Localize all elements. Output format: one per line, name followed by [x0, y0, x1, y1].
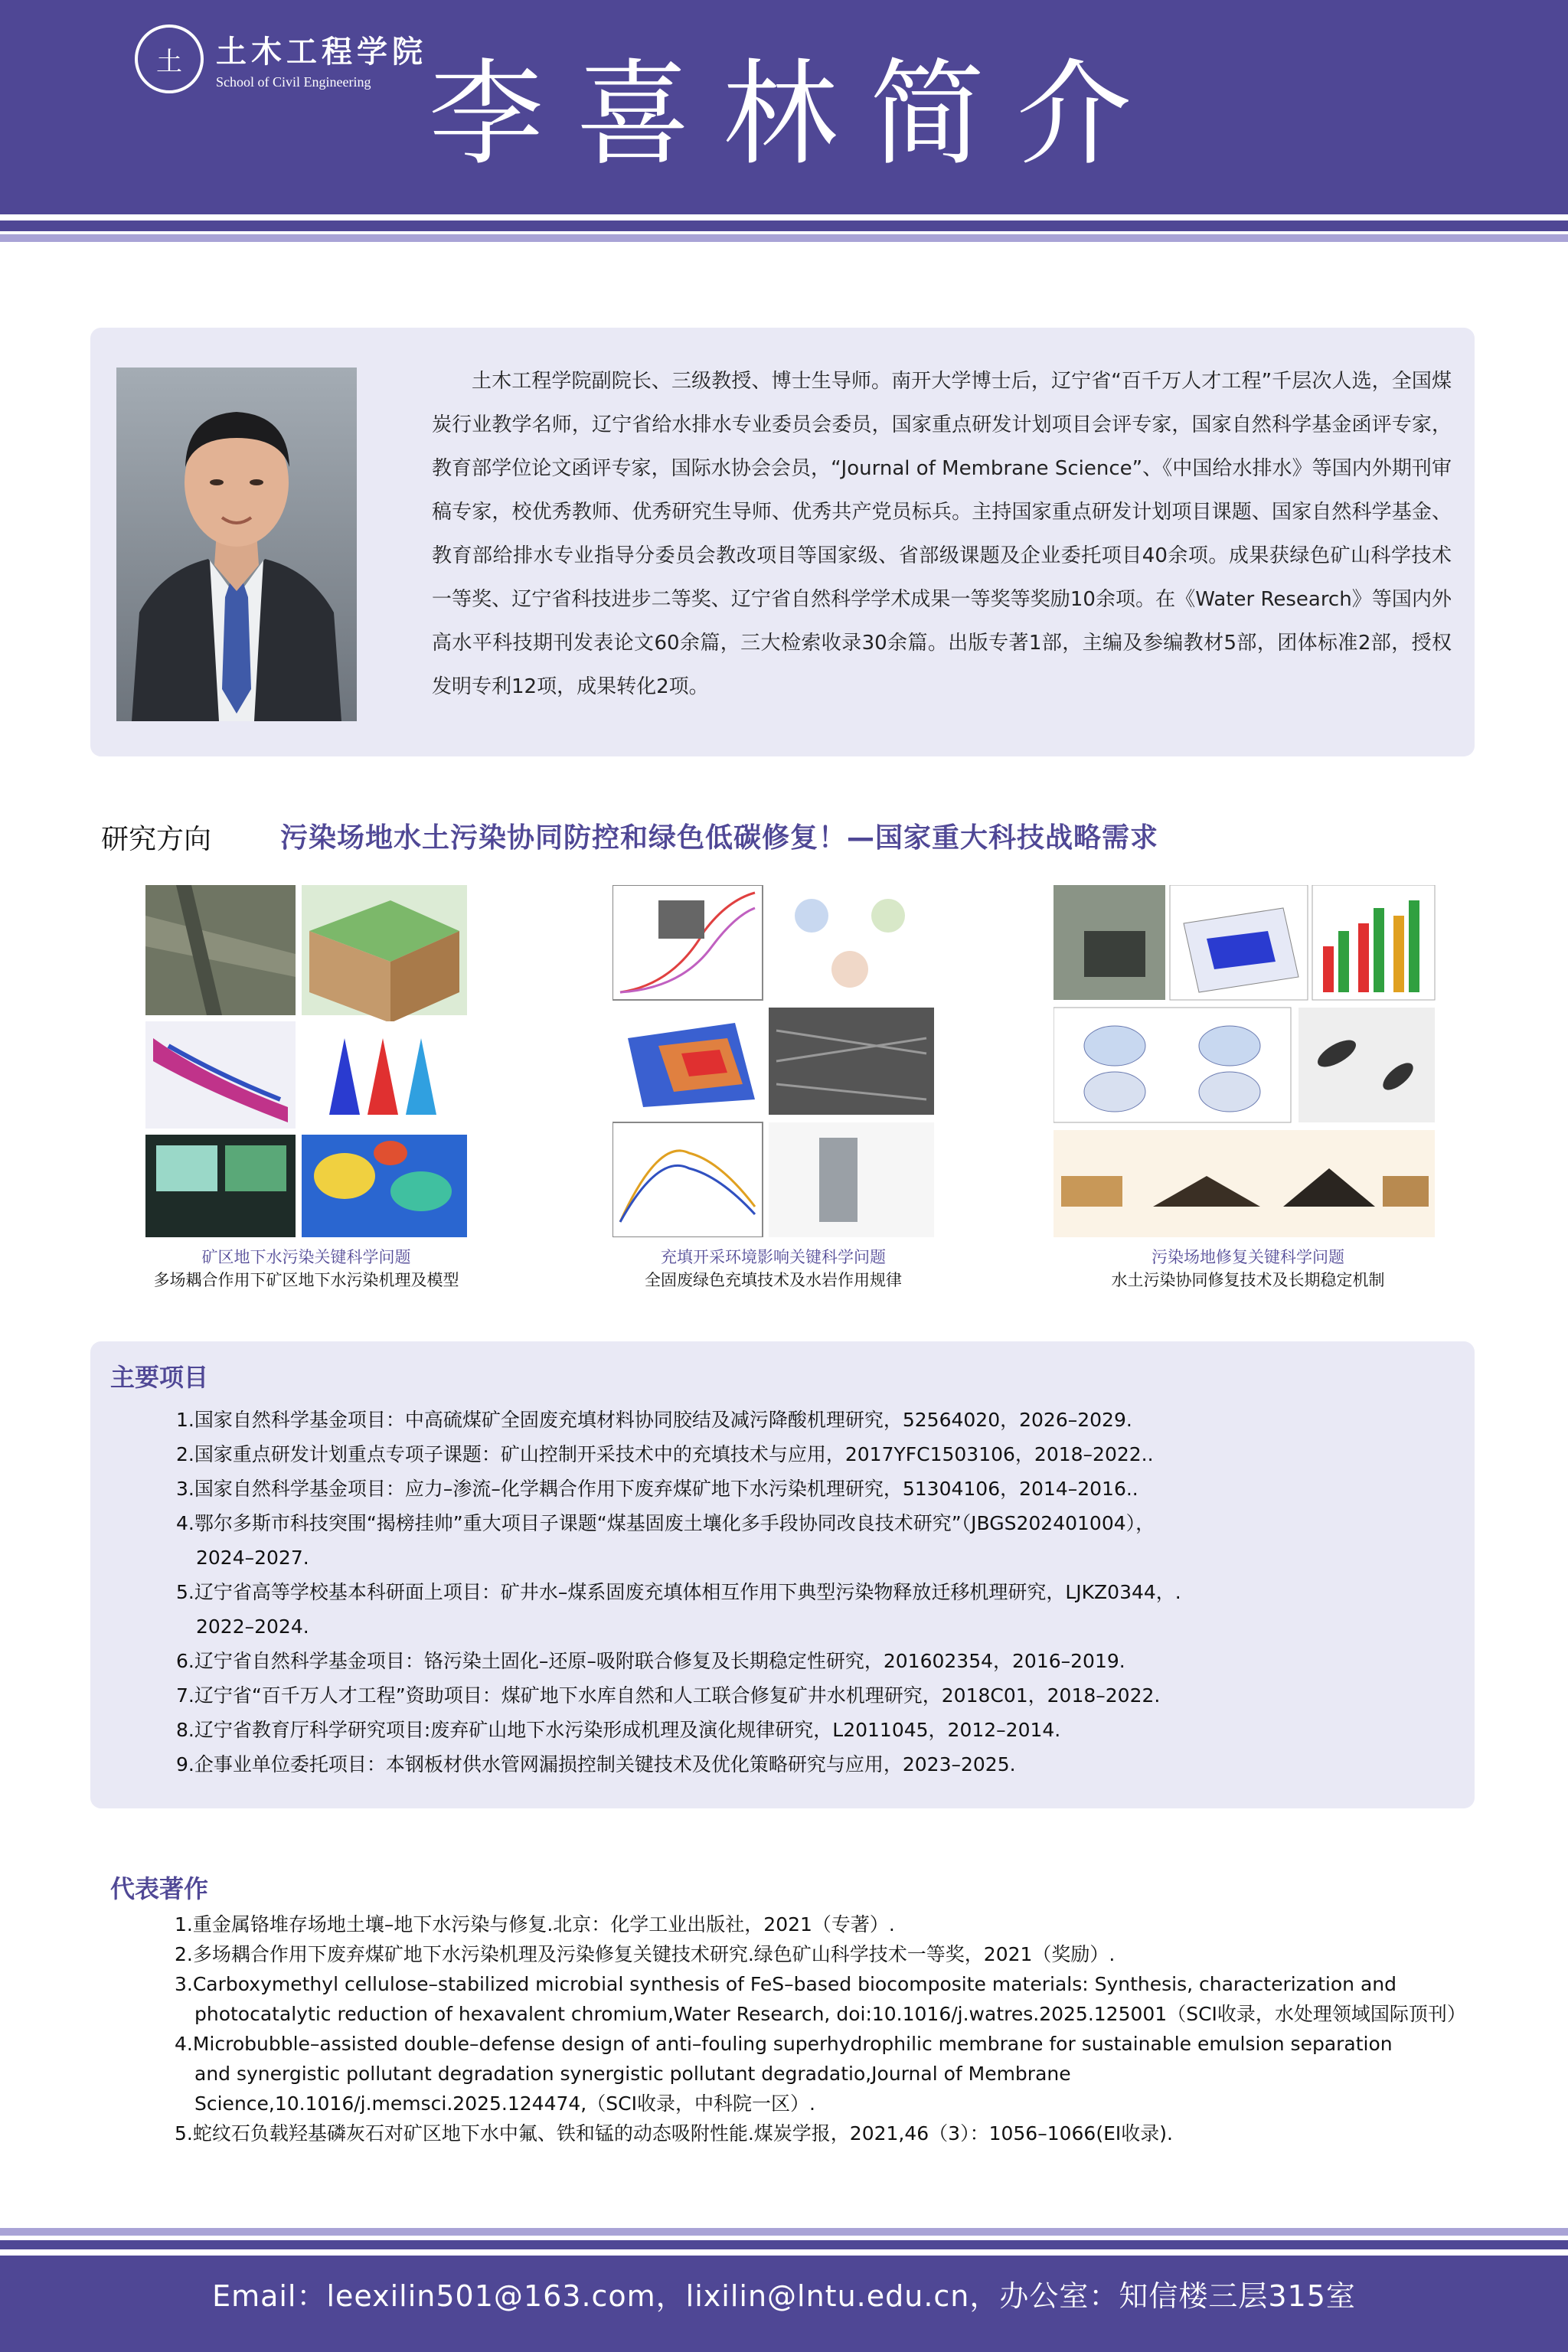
figure-3-graphic — [1054, 885, 1436, 1237]
header-stripe-light — [0, 234, 1568, 242]
figure-1-graphic — [145, 885, 467, 1237]
projects-list — [176, 1403, 1447, 1782]
figure-3-caption-subtitle: 水土污染协同修复技术及长期稳定机制 — [1111, 1271, 1385, 1289]
research-title: 污染场地水土污染协同防控和绿色低碳修复！—国家重大科技战略需求 — [280, 822, 1159, 854]
publication-item: 3.Carboxymethyl cellulose–stabilized microbial synthesis of FeS–based biocomposite materials: Synthesis, characterization and photocatalytic reduction of hexavalent chromium,Water Research, doi:10.1016/j.watres.2025.125001（SCI收录，水处理领域国际顶刊） — [175, 1973, 1466, 2025]
logo-text — [216, 28, 427, 90]
school-logo — [135, 24, 427, 93]
project-item: 1.国家自然科学基金项目：中高硫煤矿全固废充填材料协同胶结及减污降酸机理研究，52564020，2026–2029. — [176, 1409, 1132, 1431]
publications-heading: 代表著作 — [110, 1874, 209, 1903]
publication-item: 2.多场耦合作用下废弃煤矿地下水污染机理及污染修复关键技术研究.绿色矿山科学技术一等奖，2021（奖励）. — [175, 1943, 1116, 1965]
school-seal-icon: 土 — [135, 24, 204, 93]
publications-list — [175, 1909, 1466, 2148]
footer-stripe-light — [0, 2228, 1568, 2236]
portrait-photo — [116, 368, 357, 721]
publication-item: 5.蛇纹石负载羟基磷灰石对矿区地下水中氟、铁和锰的动态吸附性能.煤炭学报，2021,46（3）：1056–1066(EI收录). — [175, 2122, 1173, 2145]
projects-card — [90, 1341, 1475, 1808]
contact-info: Email：leexilin501@163.com，lixilin@lntu.edu.cn，办公室：知信楼三层315室 — [212, 2279, 1356, 2313]
projects-heading: 主要项目 — [110, 1363, 209, 1392]
figure-3-caption-title: 污染场地修复关键科学问题 — [1152, 1248, 1344, 1266]
figure-1-caption-title: 矿区地下水污染关键科学问题 — [201, 1248, 411, 1266]
research-figure-3 — [1054, 885, 1375, 1237]
publication-item: 1.重金属铬堆存场地土壤–地下水污染与修复.北京：化学工业出版社，2021（专著）. — [175, 1913, 895, 1936]
project-item: 9.企事业单位委托项目：本钢板材供水管网漏损控制关键技术及优化策略研究与应用，2023–2025. — [176, 1753, 1016, 1775]
portrait-illustration — [116, 368, 357, 721]
footer-stripe — [0, 2240, 1568, 2249]
figure-1-caption-subtitle: 多场耦合作用下矿区地下水污染机理及模型 — [153, 1271, 459, 1289]
logo-cn: 土木工程学院 — [216, 34, 427, 70]
research-figure-2 — [612, 885, 934, 1237]
header-stripe — [0, 220, 1568, 231]
logo-en: School of Civil Engineering — [216, 74, 371, 90]
page-title: 李喜林简介 — [429, 48, 1165, 181]
figure-2-caption-title: 充填开采环境影响关键科学问题 — [661, 1248, 886, 1266]
figure-2-caption-subtitle: 全固废绿色充填技术及水岩作用规律 — [645, 1271, 902, 1289]
intro-paragraph: 土木工程学院副院长、三级教授、博士生导师。南开大学博士后，辽宁省“百千万人才工程”千层次人选，全国煤炭行业教学名师，辽宁省给水排水专业委员会委员，国家重点研发计划项目会评专家，国家自然科学基金函评专家，教育部学位论文函评专家，国际水协会会员，“Journal of Membrane Science”、《中国给水排水》等国内外期刊审稿专家，校优秀教师、优秀研究生导师、优秀共产党员标兵。主持国家重点研发计划项目课题、国家自然科学基金、教育部给排水专业指导分委员会教改项目等国家级、省部级课题及企业委托项目40余项。成果获绿色矿山科学技术一等奖、辽宁省科技进步二等奖、辽宁省自然科学学术成果一等奖等奖励10余项。在《Water Research》等国内外高水平科技期刊发表论文60余篇，三大检索收录30余篇。出版专著1部，主编及参编教材5部，团体标准2部，授权发明专利12项，成果转化2项。 — [432, 370, 1452, 698]
project-item: 2.国家重点研发计划重点专项子课题：矿山控制开采技术中的充填技术与应用，2017YFC1503106，2018–2022.. — [176, 1443, 1154, 1465]
project-item: 4.鄂尔多斯市科技突围“揭榜挂帅”重大项目子课题“煤基固废土壤化多手段协同改良技术研究”（JBGS202401004）， 2024–2027. — [176, 1512, 1155, 1569]
project-item: 5.辽宁省高等学校基本科研面上项目：矿井水–煤系固废充填体相互作用下典型污染物释放迁移机理研究，LJKZ0344，. 2022–2024. — [176, 1581, 1181, 1638]
project-item: 6.辽宁省自然科学基金项目：铬污染土固化–还原–吸附联合修复及长期稳定性研究，201602354，2016–2019. — [176, 1650, 1125, 1672]
intro-card — [90, 328, 1475, 756]
research-figure-1 — [145, 885, 467, 1237]
publication-item: 4.Microbubble–assisted double–defense design of anti–fouling superhydrophilic membrane for sustainable emulsion separation and synergistic pollutant degradation synergistic pollutant degradatio,Journal of Membrane Science,10.1016/j.memsci.2025.124474,（SCI收录，中科院一区）. — [175, 2033, 1393, 2115]
research-label: 研究方向 — [101, 824, 212, 855]
project-item: 8.辽宁省教育厅科学研究项目:废弃矿山地下水污染形成机理及演化规律研究，L2011045，2012–2014. — [176, 1719, 1061, 1741]
project-item: 7.辽宁省“百千万人才工程”资助项目：煤矿地下水库自然和人工联合修复矿井水机理研究，2018C01，2018–2022. — [176, 1684, 1161, 1707]
project-item: 3.国家自然科学基金项目：应力–渗流–化学耦合作用下废弃煤矿地下水污染机理研究，51304106，2014–2016.. — [176, 1478, 1138, 1500]
figure-2-graphic — [612, 885, 934, 1237]
